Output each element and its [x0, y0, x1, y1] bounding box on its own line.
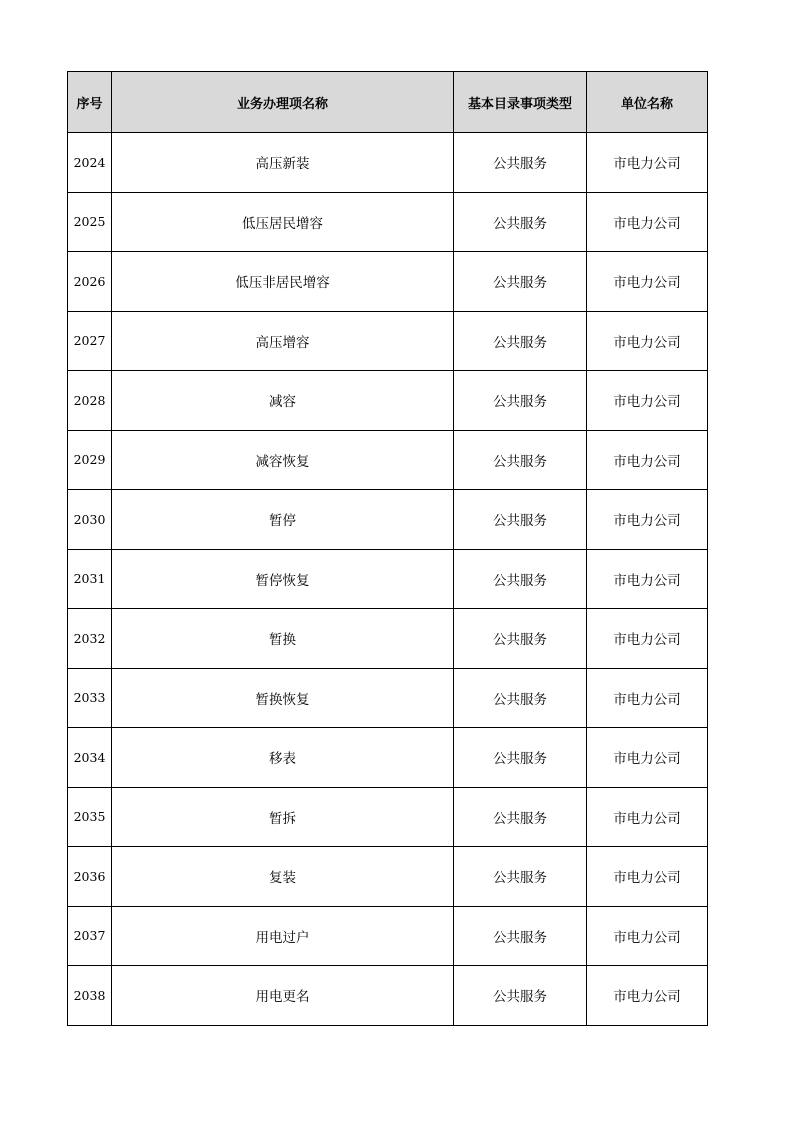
- cell-item-name: 高压增容: [112, 311, 454, 371]
- table-row: [68, 490, 708, 550]
- cell-unit-name: 市电力公司: [587, 490, 708, 550]
- cell-catalog-type: 公共服务: [454, 728, 587, 788]
- table-body: [68, 133, 708, 1026]
- cell-serial-number: 2025: [68, 192, 112, 252]
- cell-unit-name: 市电力公司: [587, 668, 708, 728]
- cell-unit-name: 市电力公司: [587, 609, 708, 669]
- cell-serial-number: 2029: [68, 430, 112, 490]
- header-unit-name: 单位名称: [587, 72, 708, 133]
- cell-serial-number: 2035: [68, 787, 112, 847]
- table-row: [68, 192, 708, 252]
- table-row: [68, 133, 708, 193]
- cell-serial-number: 2033: [68, 668, 112, 728]
- table-row: [68, 609, 708, 669]
- cell-catalog-type: 公共服务: [454, 549, 587, 609]
- cell-item-name: 高压新装: [112, 133, 454, 193]
- cell-catalog-type: 公共服务: [454, 609, 587, 669]
- cell-serial-number: 2038: [68, 966, 112, 1026]
- table-row: [68, 728, 708, 788]
- cell-unit-name: 市电力公司: [587, 787, 708, 847]
- table-row: [68, 549, 708, 609]
- cell-catalog-type: 公共服务: [454, 906, 587, 966]
- cell-serial-number: 2027: [68, 311, 112, 371]
- service-items-table: [67, 71, 708, 1026]
- cell-catalog-type: 公共服务: [454, 787, 587, 847]
- cell-catalog-type: 公共服务: [454, 847, 587, 907]
- table-row: [68, 430, 708, 490]
- cell-item-name: 暂换: [112, 609, 454, 669]
- cell-item-name: 暂拆: [112, 787, 454, 847]
- cell-catalog-type: 公共服务: [454, 668, 587, 728]
- cell-unit-name: 市电力公司: [587, 311, 708, 371]
- cell-item-name: 减容: [112, 371, 454, 431]
- cell-catalog-type: 公共服务: [454, 966, 587, 1026]
- table-row: [68, 966, 708, 1026]
- cell-item-name: 复装: [112, 847, 454, 907]
- cell-unit-name: 市电力公司: [587, 549, 708, 609]
- cell-item-name: 用电更名: [112, 966, 454, 1026]
- table-row: [68, 847, 708, 907]
- cell-item-name: 暂停: [112, 490, 454, 550]
- header-item-name: 业务办理项名称: [112, 72, 454, 133]
- table-header: [68, 72, 708, 133]
- cell-item-name: 暂换恢复: [112, 668, 454, 728]
- table-row: [68, 371, 708, 431]
- cell-item-name: 低压非居民增容: [112, 252, 454, 312]
- table-row: [68, 311, 708, 371]
- cell-catalog-type: 公共服务: [454, 371, 587, 431]
- cell-catalog-type: 公共服务: [454, 133, 587, 193]
- cell-item-name: 减容恢复: [112, 430, 454, 490]
- cell-unit-name: 市电力公司: [587, 133, 708, 193]
- cell-catalog-type: 公共服务: [454, 192, 587, 252]
- cell-catalog-type: 公共服务: [454, 490, 587, 550]
- header-row: [68, 72, 708, 133]
- header-catalog-type: 基本目录事项类型: [454, 72, 587, 133]
- cell-unit-name: 市电力公司: [587, 847, 708, 907]
- cell-serial-number: 2030: [68, 490, 112, 550]
- cell-serial-number: 2037: [68, 906, 112, 966]
- table-row: [68, 668, 708, 728]
- cell-item-name: 移表: [112, 728, 454, 788]
- cell-item-name: 用电过户: [112, 906, 454, 966]
- table-row: [68, 252, 708, 312]
- cell-unit-name: 市电力公司: [587, 192, 708, 252]
- cell-unit-name: 市电力公司: [587, 906, 708, 966]
- cell-serial-number: 2026: [68, 252, 112, 312]
- cell-serial-number: 2034: [68, 728, 112, 788]
- header-serial-number: 序号: [68, 72, 112, 133]
- cell-item-name: 低压居民增容: [112, 192, 454, 252]
- cell-unit-name: 市电力公司: [587, 371, 708, 431]
- cell-serial-number: 2031: [68, 549, 112, 609]
- cell-catalog-type: 公共服务: [454, 311, 587, 371]
- cell-serial-number: 2032: [68, 609, 112, 669]
- cell-serial-number: 2028: [68, 371, 112, 431]
- table-row: [68, 906, 708, 966]
- cell-item-name: 暂停恢复: [112, 549, 454, 609]
- cell-serial-number: 2024: [68, 133, 112, 193]
- cell-serial-number: 2036: [68, 847, 112, 907]
- cell-unit-name: 市电力公司: [587, 430, 708, 490]
- cell-catalog-type: 公共服务: [454, 430, 587, 490]
- table-row: [68, 787, 708, 847]
- service-items-table-container: [67, 71, 707, 1026]
- cell-unit-name: 市电力公司: [587, 966, 708, 1026]
- cell-unit-name: 市电力公司: [587, 252, 708, 312]
- cell-unit-name: 市电力公司: [587, 728, 708, 788]
- cell-catalog-type: 公共服务: [454, 252, 587, 312]
